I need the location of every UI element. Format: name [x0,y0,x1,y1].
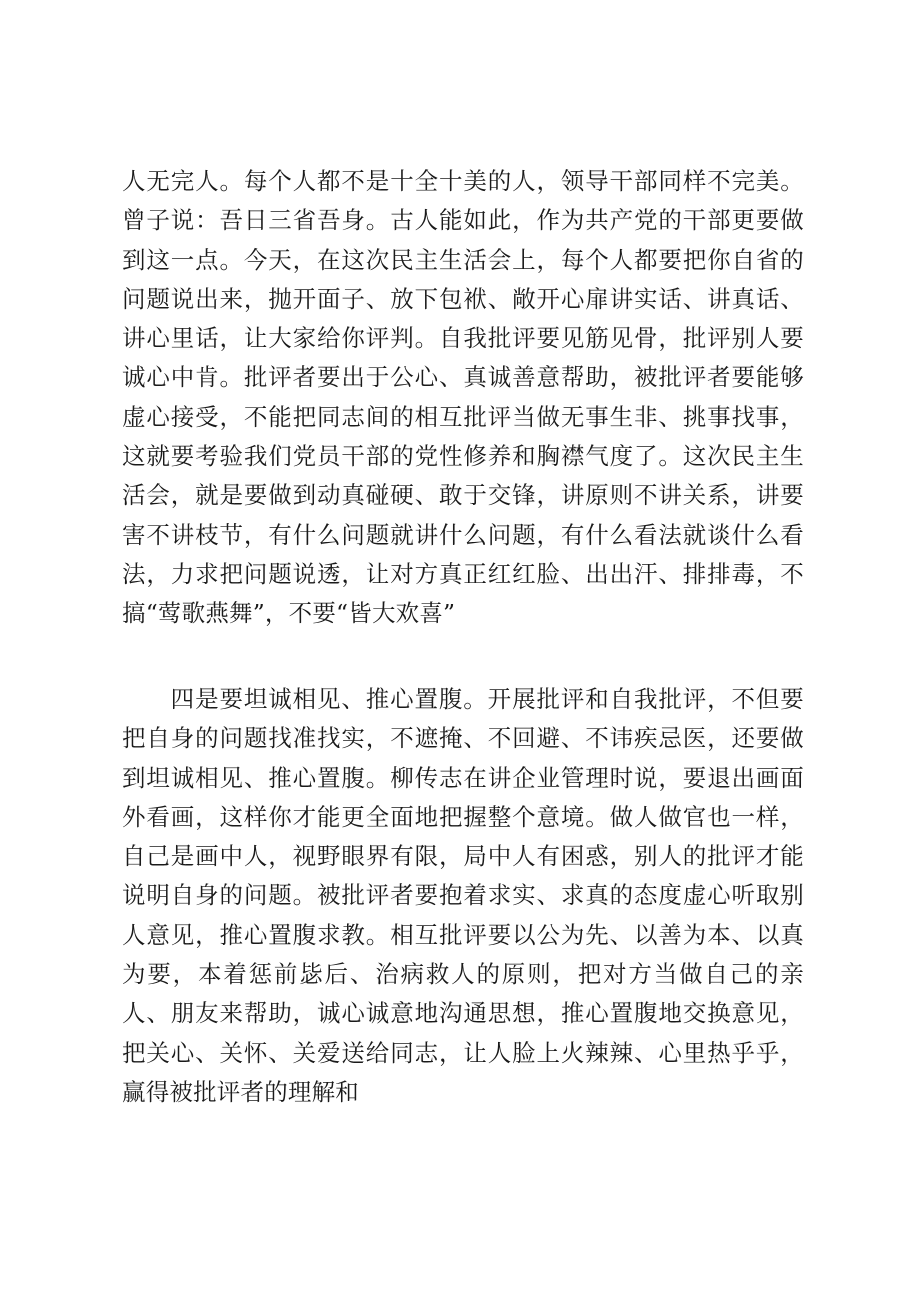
paragraph-2 [122,680,804,1112]
paragraph-1: 人无完人。每个人都不是十全十美的人，领导干部同样不完美。曾子说：吾日三省吾身。古人能如此，作为共产党的干部更要做到这一点。今天，在这次民主生活会上，每个人都要把你自省的问题说出来，抛开面子、放下包袱、敞开心扉讲实话、讲真话、讲心里话，让大家给你评判。自我批评要见筋见骨，批评别人要诚心中肯。批评者要出于公心、真诚善意帮助，被批评者要能够虚心接受，不能把同志间的相互批评当做无事生非、挑事找事，这就要考验我们党员干部的党性修养和胸襟气度了。这次民主生活会，就是要做到动真碰硬、敢于交锋，讲原则不讲关系，讲要害不讲枝节，有什么问题就讲什么问题，有什么看法就谈什么看法，力求把问题说透，让对方真正红红脸、出出汗、排排毒，不搞“莺歌燕舞”，不要“皆大欢喜” [122,167,804,628]
paragraph-2-text: 四是要坦诚相见、推心置腹。开展批评和自我批评，不但要把自身的问题找准找实，不遮掩、不回避、不讳疾忌医，还要做到坦诚相见、推心置腹。柳传志在讲企业管理时说，要退出画面外看画，这样你才能更全面地把握整个意境。做人做官也一样，自己是画中人，视野眼界有限，局中人有困惑，别人的批评才能说明自身的问题。被批评者要抱着求实、求真的态度虚心听取别人意见，推心置腹求教。相互批评要以公为先、以善为本、以真为要，本着惩前毖后、治病救人的原则，把对方当做自己的亲人、朋友来帮助，诚心诚意地沟通思想，推心置腹地交换意见，把关心、关怀、关爱送给同志，让人脸上火辣辣、心里热乎乎，赢得被批评者的理解和 [122,685,804,1106]
